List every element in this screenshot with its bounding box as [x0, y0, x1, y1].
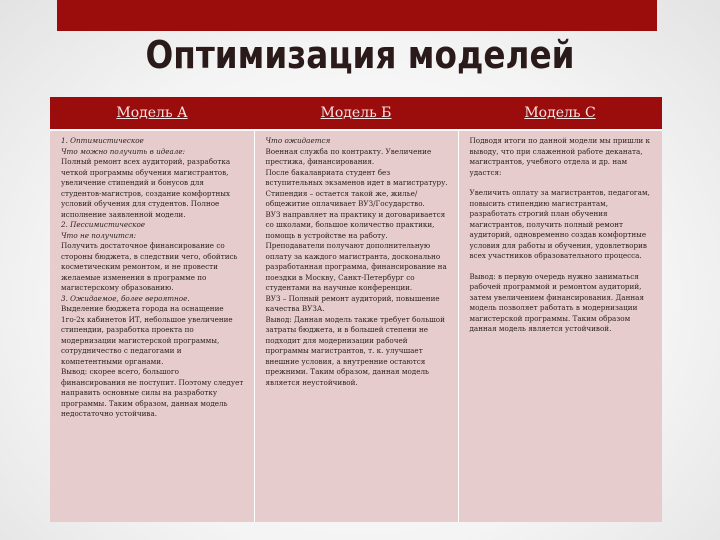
model-a-paragraph: Полный ремонт всех аудиторий, разработка четкой программы обучения магистрантов, увеличение стипендий и бонусов для студентов-магистров, создание комфортных условий обучения для студентов. Полное исполнение заявленной модели.: [61, 157, 231, 219]
model-b-paragraph: Военная служба по контракту. Увеличение престижа, финансирования.: [265, 146, 432, 166]
model-a-cell: [50, 130, 254, 522]
model-a-paragraph: 1. Оптимистическое: [61, 136, 144, 145]
model-b-cell: [254, 130, 458, 522]
model-c-paragraph: Подводя итоги по данной модели мы пришли к выводу, что при слаженной работе деканата, магистрантов, учебного отдела и др. нам удастся:: [469, 136, 651, 177]
paragraph-gap: [470, 178, 654, 188]
model-a-paragraph: Получить достаточное финансирование со стороны бюджета, в следствии чего, обойтись косметическим ремонтом, и не провести желаемые изменения в программе по магистерскому образованию.: [61, 241, 238, 292]
model-a-paragraph: Что можно получить в идеале:: [61, 146, 186, 156]
model-a-paragraph: 3. Ожидаемое, более вероятное.: [61, 293, 190, 303]
model-b-paragraph: После бакалавриата студент без вступительных экзаменов идет в магистратуру. Стипендия – остается такой же, жилье/общежитие оплачивает ВУЗ/Государство.: [265, 167, 448, 208]
model-a-paragraph: Выделение бюджета города на оснащение 1го-2х кабинетов ИТ, небольшое увеличение стипендии, разработка проекта по модернизации магистерской программы, сотрудничество с педагогами и компетентными органами.: [61, 304, 233, 366]
model-b-paragraph: ВУЗ направляет на практику и договаривается со школами, большое количество практики, помощь в устройстве на работу.: [265, 209, 446, 240]
header-accent-bar: [57, 0, 657, 31]
slide-title: Оптимизация моделей: [145, 33, 575, 77]
model-c-paragraph: Увеличить оплату за магистрантов, педагогам, повысить стипендию магистрантам, разработать строгий план обучения магистрантов, получить полный ремонт аудиторий, одновременно создав комфортные условия для работы и обучения, удовлетворив всех участников образовательного процесса.: [469, 188, 650, 260]
model-b-paragraph: Преподаватели получают дополнительную оплату за каждого магистранта, досконально разработанная программа, финансирование на поездки в Москву, Санкт-Петербург со студентами на научные конференции.: [265, 241, 447, 292]
column-header-model-c: Модель С: [458, 97, 662, 130]
model-c-cell: [458, 130, 662, 522]
model-a-paragraph: 2. Пессимистическое: [61, 220, 146, 229]
model-b-paragraph: ВУЗ – Полный ремонт аудиторий, повышение качества ВУЗА.: [265, 293, 440, 313]
model-a-paragraph: Вывод: скорее всего, большого финансирования не поступит. Поэтому следует направить основные силы на разработку программы. Таким образом, данная модель недостаточно устойчива.: [61, 367, 244, 418]
model-b-paragraph: Вывод: Данная модель также требует большой затраты бюджета, и в большей степени не подходит для модернизации рабочей программы магистрантов, т. к. улучшает внешние условия, а внутренние остаются прежними. Таким образом, данная модель является неустойчивой.: [265, 314, 445, 387]
column-header-model-a: Модель А: [50, 97, 254, 130]
model-c-paragraph: Вывод: в первую очередь нужно заниматься рабочей программой и ремонтом аудиторий, затем увеличением финансирования. Данная модель позволяет работать в модернизации магистерской программы. Таким образом данная модель является устойчивой.: [469, 271, 644, 333]
models-table: [50, 97, 662, 522]
paragraph-gap: [470, 262, 654, 272]
model-a-paragraph: Что не получится:: [61, 230, 137, 240]
model-b-paragraph: Что ожидается: [265, 136, 331, 145]
column-header-model-b: Модель Б: [254, 97, 458, 130]
